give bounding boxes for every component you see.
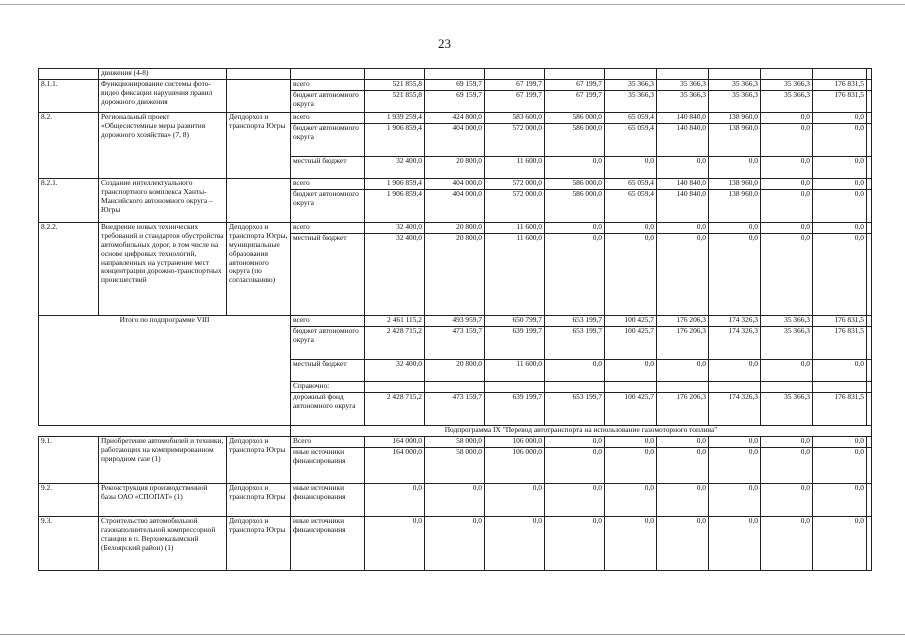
value-cell [867, 69, 872, 80]
value-cell: 32 400,0 [365, 234, 425, 316]
value-cell: 176 831,5 [813, 316, 867, 327]
value-cell: 572 000,0 [485, 179, 545, 190]
value-cell: 0,0 [657, 448, 709, 484]
value-cell: 65 059,4 [605, 124, 657, 157]
value-cell: 65 059,4 [605, 190, 657, 223]
value-cell: 0,0 [545, 157, 605, 179]
funding-source: всего [291, 223, 365, 234]
value-cell: 0,0 [761, 223, 813, 234]
value-cell: 0,0 [813, 113, 867, 124]
row-executor [227, 179, 291, 223]
scan-top-edge [0, 4, 905, 5]
value-cell: 35 366,3 [657, 91, 709, 113]
value-cell [761, 69, 813, 80]
value-cell [867, 91, 872, 113]
value-cell: 0,0 [485, 517, 545, 571]
row-description: Строительство автомобильной газонаполнительной компрессорной станции в п. Верхнеказымский (Белоярский район) (1) [99, 517, 227, 571]
value-cell [485, 382, 545, 393]
table-row [39, 437, 872, 448]
value-cell: 0,0 [813, 484, 867, 517]
value-cell: 0,0 [813, 234, 867, 316]
value-cell [867, 327, 872, 360]
value-cell [867, 157, 872, 179]
row-executor [227, 69, 291, 80]
value-cell: 0,0 [709, 234, 761, 316]
value-cell [657, 382, 709, 393]
row-code: 8.2.1. [39, 179, 99, 223]
value-cell: 100 425,7 [605, 327, 657, 360]
value-cell: 35 366,3 [605, 91, 657, 113]
value-cell: 100 425,7 [605, 316, 657, 327]
funding-source: дорожный фонд автономного округа [291, 393, 365, 426]
value-cell: 404 000,0 [425, 124, 485, 157]
row-description: Внедрение новых технических требований и стандартов обустройства автомобильных дорог, в том числе на основе цифровых технологий, направленных на устранение мест концентрации дорожно-транспортных происшествий [99, 223, 227, 316]
value-cell: 11 600,0 [485, 157, 545, 179]
row-code: 8.2. [39, 113, 99, 179]
value-cell: 586 000,0 [545, 190, 605, 223]
value-cell: 0,0 [709, 484, 761, 517]
value-cell [867, 360, 872, 382]
value-cell: 583 600,0 [485, 113, 545, 124]
value-cell: 1 906 859,4 [365, 124, 425, 157]
value-cell [425, 382, 485, 393]
row-description: Региональный проект «Общесистемные меры развития дорожного хозяйства» (7, 8) [99, 113, 227, 179]
value-cell: 164 000,0 [365, 437, 425, 448]
row-description: движения (4-8) [99, 69, 227, 80]
table-row [39, 484, 872, 517]
value-cell: 1 906 859,4 [365, 190, 425, 223]
value-cell: 404 000,0 [425, 179, 485, 190]
value-cell: 138 960,0 [709, 190, 761, 223]
value-cell: 138 960,0 [709, 179, 761, 190]
value-cell: 35 366,3 [761, 91, 813, 113]
value-cell: 0,0 [605, 157, 657, 179]
value-cell: 0,0 [605, 234, 657, 316]
value-cell: 140 840,0 [657, 124, 709, 157]
row-executor: Депдорхоз и транспорта Югры [227, 484, 291, 517]
funding-source: местный бюджет [291, 157, 365, 179]
value-cell: 0,0 [365, 517, 425, 571]
row-code [39, 69, 99, 80]
value-cell: 473 159,7 [425, 327, 485, 360]
row-description: Реконструкция производственной базы ОАО «СПОПАТ» (1) [99, 484, 227, 517]
value-cell [545, 69, 605, 80]
value-cell: 20 800,0 [425, 223, 485, 234]
value-cell: 0,0 [761, 179, 813, 190]
value-cell: 58 000,0 [425, 437, 485, 448]
value-cell: 11 600,0 [485, 360, 545, 382]
value-cell: 0,0 [709, 223, 761, 234]
value-cell: 0,0 [545, 484, 605, 517]
row-code: 9.1. [39, 437, 99, 484]
value-cell: 0,0 [709, 360, 761, 382]
value-cell: 69 159,7 [425, 80, 485, 91]
value-cell: 67 199,7 [545, 91, 605, 113]
value-cell: 0,0 [761, 448, 813, 484]
value-cell [485, 69, 545, 80]
value-cell: 174 326,3 [709, 316, 761, 327]
value-cell [867, 437, 872, 448]
value-cell: 0,0 [545, 360, 605, 382]
value-cell: 35 366,3 [761, 316, 813, 327]
value-cell: 0,0 [709, 157, 761, 179]
value-cell: 586 000,0 [545, 113, 605, 124]
value-cell: 0,0 [605, 360, 657, 382]
value-cell: 0,0 [657, 517, 709, 571]
value-cell [425, 69, 485, 80]
value-cell: 0,0 [761, 113, 813, 124]
value-cell: 0,0 [605, 517, 657, 571]
value-cell: 521 855,8 [365, 80, 425, 91]
value-cell [761, 382, 813, 393]
value-cell: 0,0 [545, 223, 605, 234]
funding-source: всего [291, 179, 365, 190]
funding-source: всего [291, 316, 365, 327]
value-cell: 0,0 [425, 517, 485, 571]
value-cell: 67 199,7 [485, 91, 545, 113]
value-cell: 0,0 [813, 517, 867, 571]
value-cell [545, 382, 605, 393]
value-cell: 32 400,0 [365, 223, 425, 234]
value-cell: 106 000,0 [485, 437, 545, 448]
value-cell: 0,0 [605, 437, 657, 448]
table-row [39, 69, 872, 80]
value-cell: 493 959,7 [425, 316, 485, 327]
value-cell [867, 80, 872, 91]
funding-source: иные источники финансирования [291, 448, 365, 484]
value-cell: 521 855,8 [365, 91, 425, 113]
subheader-spacer [39, 426, 291, 437]
value-cell: 0,0 [813, 360, 867, 382]
row-executor: Депдорхоз и транспорта Югры [227, 113, 291, 179]
value-cell: 0,0 [813, 437, 867, 448]
value-cell: 0,0 [813, 179, 867, 190]
table-row [39, 80, 872, 91]
value-cell: 653 199,7 [545, 316, 605, 327]
value-cell [867, 517, 872, 571]
value-cell: 138 960,0 [709, 124, 761, 157]
value-cell: 0,0 [545, 448, 605, 484]
value-cell: 65 059,4 [605, 179, 657, 190]
value-cell: 35 366,3 [605, 80, 657, 91]
value-cell: 140 840,0 [657, 190, 709, 223]
value-cell: 174 326,3 [709, 327, 761, 360]
value-cell: 0,0 [657, 157, 709, 179]
value-cell: 106 000,0 [485, 448, 545, 484]
value-cell: 35 366,3 [709, 91, 761, 113]
value-cell: 0,0 [605, 484, 657, 517]
value-cell: 176 206,3 [657, 393, 709, 426]
table-row [39, 517, 872, 571]
value-cell [709, 382, 761, 393]
value-cell: 639 199,7 [485, 393, 545, 426]
value-cell: 0,0 [657, 223, 709, 234]
value-cell [365, 382, 425, 393]
value-cell: 0,0 [761, 157, 813, 179]
row-description: Создание интеллектуального транспортного комплекса Ханты-Мансийского автономного округа – Югры [99, 179, 227, 223]
value-cell: 473 159,7 [425, 393, 485, 426]
value-cell: 2 428 715,2 [365, 393, 425, 426]
funding-source: бюджет автономного округа [291, 190, 365, 223]
value-cell: 0,0 [761, 517, 813, 571]
value-cell: 140 840,0 [657, 113, 709, 124]
value-cell: 176 206,3 [657, 316, 709, 327]
page-number: 23 [438, 36, 451, 51]
value-cell: 58 000,0 [425, 448, 485, 484]
value-cell: 176 831,5 [813, 80, 867, 91]
value-cell: 35 366,3 [709, 80, 761, 91]
value-cell: 2 428 715,2 [365, 327, 425, 360]
value-cell [867, 234, 872, 316]
value-cell: 11 600,0 [485, 234, 545, 316]
value-cell: 0,0 [605, 448, 657, 484]
value-cell: 0,0 [813, 223, 867, 234]
value-cell: 65 059,4 [605, 113, 657, 124]
funding-source: бюджет автономного округа [291, 327, 365, 360]
value-cell [867, 316, 872, 327]
value-cell: 586 000,0 [545, 124, 605, 157]
value-cell: 100 425,7 [605, 393, 657, 426]
value-cell: 0,0 [545, 437, 605, 448]
value-cell: 32 400,0 [365, 157, 425, 179]
value-cell: 176 206,3 [657, 327, 709, 360]
value-cell: 20 800,0 [425, 157, 485, 179]
value-cell: 0,0 [657, 360, 709, 382]
value-cell: 0,0 [813, 448, 867, 484]
value-cell [813, 69, 867, 80]
value-cell: 176 831,5 [813, 393, 867, 426]
value-cell: 0,0 [761, 124, 813, 157]
value-cell: 650 799,7 [485, 316, 545, 327]
value-cell: 67 199,7 [485, 80, 545, 91]
table-row [39, 179, 872, 190]
row-code: 9.3. [39, 517, 99, 571]
value-cell: 67 199,7 [545, 80, 605, 91]
value-cell: 653 199,7 [545, 393, 605, 426]
value-cell [605, 69, 657, 80]
value-cell: 572 000,0 [485, 124, 545, 157]
value-cell [867, 124, 872, 157]
scan-bottom-edge [0, 634, 905, 635]
value-cell [867, 382, 872, 393]
value-cell: 2 461 115,2 [365, 316, 425, 327]
value-cell: 0,0 [657, 484, 709, 517]
value-cell [867, 393, 872, 426]
value-cell: 35 366,3 [657, 80, 709, 91]
value-cell: 35 366,3 [761, 327, 813, 360]
row-executor [227, 80, 291, 113]
value-cell: 0,0 [761, 190, 813, 223]
value-cell: 404 000,0 [425, 190, 485, 223]
value-cell: 0,0 [761, 437, 813, 448]
value-cell [709, 69, 761, 80]
row-executor: Депдорхоз и транспорта Югры, муниципальные образования автономного округа (по согласованию) [227, 223, 291, 316]
table-row [39, 426, 872, 437]
table-row [39, 316, 872, 327]
funding-source: иные источники финансирования [291, 484, 365, 517]
value-cell [813, 382, 867, 393]
value-cell [657, 69, 709, 80]
value-cell: 0,0 [657, 234, 709, 316]
value-cell: 0,0 [657, 437, 709, 448]
subprogram-heading: Подпрограмма IX "Перевод автотранспорта на использование газомоторного топлива" [291, 426, 872, 437]
value-cell: 0,0 [485, 484, 545, 517]
value-cell: 424 800,0 [425, 113, 485, 124]
value-cell: 174 326,3 [709, 393, 761, 426]
table-row [39, 113, 872, 124]
value-cell: 35 366,3 [761, 393, 813, 426]
value-cell: 20 800,0 [425, 360, 485, 382]
value-cell: 0,0 [709, 517, 761, 571]
row-description: Приобретение автомобилей и техники, работающих на компримированном природном газе (1) [99, 437, 227, 484]
value-cell: 1 906 859,4 [365, 179, 425, 190]
value-cell: 0,0 [545, 517, 605, 571]
funding-source: местный бюджет [291, 360, 365, 382]
funding-source: местный бюджет [291, 234, 365, 316]
value-cell: 0,0 [813, 124, 867, 157]
value-cell [867, 179, 872, 190]
value-cell [867, 484, 872, 517]
value-cell: 20 800,0 [425, 234, 485, 316]
value-cell: 0,0 [761, 360, 813, 382]
value-cell: 0,0 [709, 448, 761, 484]
funding-source: всего [291, 113, 365, 124]
row-code: 8.2.2. [39, 223, 99, 316]
value-cell: 11 600,0 [485, 223, 545, 234]
row-executor: Депдорхоз и транспорта Югры [227, 437, 291, 484]
value-cell: 140 840,0 [657, 179, 709, 190]
row-code: 8.1.1. [39, 80, 99, 113]
value-cell: 176 831,5 [813, 327, 867, 360]
table-row [39, 223, 872, 234]
row-description: Функционирование системы фото-видео фиксации нарушения правил дорожного движения [99, 80, 227, 113]
funding-source: бюджет автономного округа [291, 91, 365, 113]
value-cell: 0,0 [813, 190, 867, 223]
value-cell: 0,0 [425, 484, 485, 517]
funding-source: Справочно: [291, 382, 365, 393]
value-cell: 0,0 [365, 484, 425, 517]
funding-source: бюджет автономного округа [291, 124, 365, 157]
budget-table [38, 68, 872, 571]
value-cell: 0,0 [709, 437, 761, 448]
value-cell: 0,0 [605, 223, 657, 234]
value-cell: 0,0 [813, 157, 867, 179]
value-cell: 69 159,7 [425, 91, 485, 113]
value-cell: 639 199,7 [485, 327, 545, 360]
value-cell [365, 69, 425, 80]
value-cell: 0,0 [761, 234, 813, 316]
funding-source [291, 69, 365, 80]
value-cell: 176 831,5 [813, 91, 867, 113]
value-cell [867, 113, 872, 124]
value-cell: 572 000,0 [485, 190, 545, 223]
total-label: Итого по подпрограмме VIII [39, 316, 291, 426]
value-cell [867, 190, 872, 223]
value-cell: 138 960,0 [709, 113, 761, 124]
value-cell [867, 223, 872, 234]
value-cell: 586 000,0 [545, 179, 605, 190]
row-executor: Депдорхоз и транспорта Югры [227, 517, 291, 571]
value-cell: 1 939 259,4 [365, 113, 425, 124]
value-cell [605, 382, 657, 393]
value-cell: 32 400,0 [365, 360, 425, 382]
funding-source: иные источники финансирования [291, 517, 365, 571]
value-cell: 35 366,3 [761, 80, 813, 91]
funding-source: всего [291, 80, 365, 91]
value-cell: 653 199,7 [545, 327, 605, 360]
row-code: 9.2. [39, 484, 99, 517]
value-cell [867, 448, 872, 484]
value-cell: 0,0 [545, 234, 605, 316]
funding-source: Всего [291, 437, 365, 448]
value-cell: 164 000,0 [365, 448, 425, 484]
value-cell: 0,0 [761, 484, 813, 517]
